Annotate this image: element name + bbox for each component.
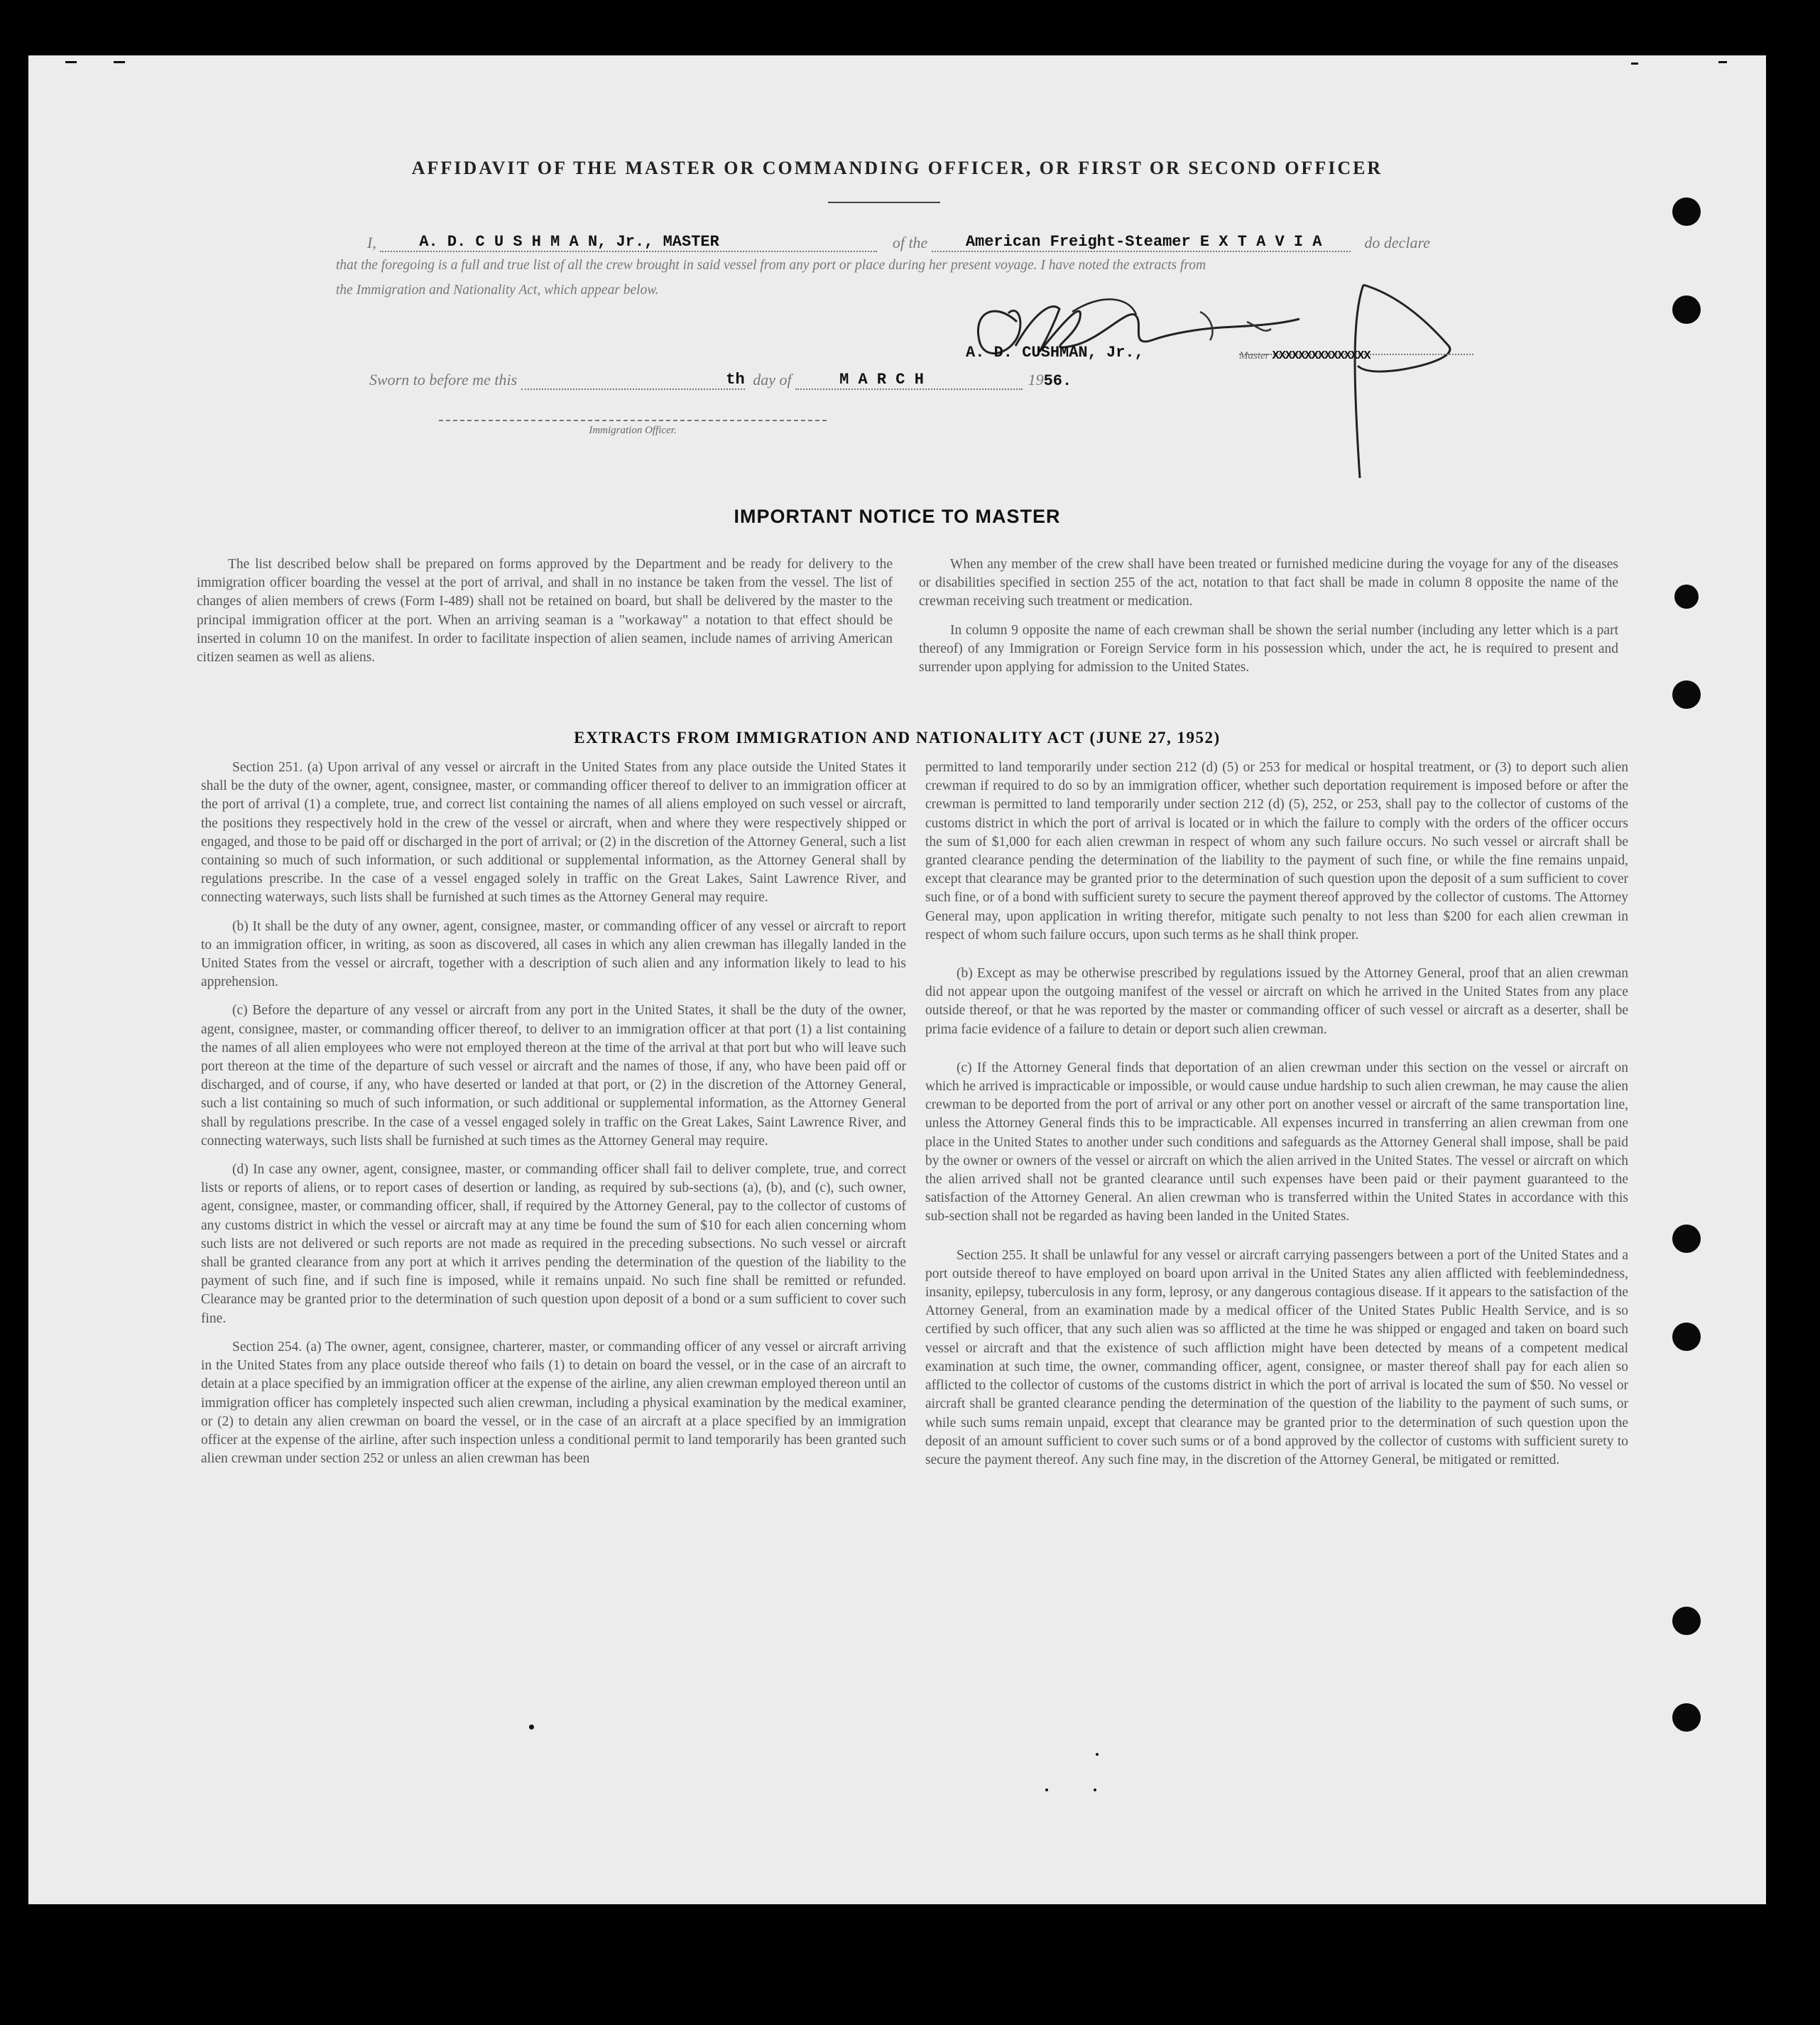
binder-hole-2	[1672, 295, 1701, 324]
binder-hole-7	[1672, 1607, 1701, 1635]
year-prefix: 19	[1028, 371, 1044, 389]
notice-right-paragraph-2: In column 9 opposite the name of each crewman shall be shown the serial number (including any letter which is a part thereof) of any Immigration or Foreign Service form in his possession which, under the act, he is required to present and surrender upon applying for admission to the United States.	[919, 622, 1618, 675]
section-254-c: (c) If the Attorney General finds that deportation of an alien crewman under this section on the vessel or aircraft on which he arrived is impracticable or impossible, or would cause undue hardship to such alien crewman, he may cause the alien crewman to be deported from the port of arrival or any other port on another vessel or aircraft of the same transportation line, unless the Attorney General finds this to be impracticable. All expenses incurred in transferring an alien crewman from one place in the United States to another under such conditions and safeguards as the Attorney General shall impose, shall be paid by the owner or owners of the vessel or aircraft on which the alien arrived in the United States. The vessel or aircraft on which the alien arrived shall not be granted clearance until such expenses have been paid or their payment guaranteed to the satisfaction of the Attorney General. An alien crewman who is transferred within the United States in accordance with this sub-section shall not be regarded as having been landed in the United States.	[925, 1060, 1628, 1225]
of-the-label: of the	[892, 234, 928, 251]
master-name: A. D. C U S H M A N, Jr., MASTER	[419, 233, 719, 251]
section-251-b: (b) It shall be the duty of any owner, agent, consignee, master, or commanding officer of any vessel or aircraft to report to an immigration officer, in writing, as soon as discovered, all cases in which any alien crewman has illegally landed in the United States from the vessel or aircraft, together with a description of such alien and any information likely to lead to his apprehension.	[201, 918, 906, 990]
day-of-label: day of	[753, 371, 792, 389]
master-label-row	[1239, 349, 1371, 363]
notice-left-paragraph: The list described below shall be prepared on forms approved by the Department and be ready for delivery to the immigration officer boarding the vessel at the port of arrival, and shall in no instance be taken from the vessel. The list of changes of alien members of crews (Form I-489) shall not be retained on board, but shall be delivered by the master to the principal immigration officer at the port. When an arriving seaman is a "workaway" a notation to that effect should be inserted in column 10 on the manifest. In order to facilitate inspection of alien seamen, include names of arriving American citizen seamen as well as aliens.	[197, 557, 893, 666]
declaration-line-1	[367, 232, 1468, 252]
sworn-label: Sworn to before me this	[369, 371, 518, 389]
vessel-field	[932, 232, 1351, 252]
speck	[529, 1725, 534, 1730]
binder-hole-8	[1672, 1703, 1701, 1732]
section-255: Section 255. It shall be unlawful for any vessel or aircraft carrying passengers between a port of the United States and a port outside thereof to have employed on board upon arrival in the United States any alien afflicted with feeblemindedness, insanity, epilepsy, tuberculosis in any form, leprosy, or any dangerous contagious disease. If it appears to the satisfaction of the Attorney General, from an examination made by a medical officer of the United States Public Health Service, and is so certified by such officer, that any such alien was so afflicted at the time he was shipped or engaged and taken on board such vessel or aircraft and that the existence of such affliction might have been detected by means of a competent medical examination at such time, the owner, commanding officer, agent, consignee, or master thereof shall pay for each alien so afflicted to the collector of customs of the customs district in which the port of arrival is located the sum of $50. No vessel or aircraft shall be granted clearance pending the determination of the question of the liability to the payment of such sums, or while such sums remain unpaid, except that clearance may be granted prior to the determination of such question upon the deposit of an amount sufficient to cover such sums or of a bond approved by the collector of customs with sufficient surety to secure the payment thereof. Any such fine may, in the discretion of the Attorney General, be mitigated or remitted.	[925, 1247, 1628, 1467]
year-value: 56.	[1043, 372, 1072, 390]
section-254-b: (b) Except as may be otherwise prescribed by regulations issued by the Attorney General, proof that an alien crewman did not appear upon the outgoing manifest of the vessel or aircraft on which he arrived in the United States from any place outside thereof, or that he was reported by the master or commanding officer of such vessel or aircraft as a deserter, shall be prima facie evidence of a failure to detain or deport such alien crewman.	[925, 966, 1628, 1037]
declaration-text-end: the Immigration and Nationality Act, which appear below.	[336, 283, 659, 298]
section-251-d: (d) In case any owner, agent, consignee, master, or commanding officer shall fail to deliver complete, true, and correct lists or reports of aliens, or to report cases of desertion or landing, as required by sub-sections (a), (b), and (c), such owner, agent, consignee, master, or commanding officer, shall, if required by the Attorney General, pay to the collector of customs of any customs district in which the vessel or aircraft may at any time be found the sum of $10 for each alien concerning whom such lists are not delivered or such reports are not made as required in the preceding subsections. No such vessel or aircraft shall be granted clearance from any port at which it arrives pending the determination of the question of the liability to the payment of such fine, and if such fine is imposed, while it remains unpaid. No such fine shall be remitted or refunded. Clearance may be granted prior to the determination of such question upon deposit of a bond or a sum sufficient to cover such fine.	[201, 1162, 906, 1326]
extracts-left-column	[201, 759, 906, 1478]
edge-mark	[1631, 63, 1638, 65]
sworn-line	[369, 369, 1221, 390]
extracts-right-column	[925, 759, 1628, 1480]
extracts-title: EXTRACTS FROM IMMIGRATION AND NATIONALITY ACT (JUNE 27, 1952)	[574, 729, 1221, 747]
speck	[1094, 1788, 1096, 1791]
section-254-a: Section 254. (a) The owner, agent, consignee, charterer, master, or commanding officer of any vessel or aircraft arriving in the United States from any place outside thereof who fails (1) to detain on board the vessel, or in the case of an aircraft to detain at a place specified by an immigration officer at the expense of the airline, any alien crewman employed thereon until an immigration officer has completely inspected such alien crewman, including a physical examination by the medical examiner, or (2) to detain any alien crewman on board the vessel, or in the case of an aircraft at a place specified by an immigration officer at the expense of the airline, after such inspection unless a conditional permit to land temporarily has been granted such alien crewman under section 252 or unless an alien crewman has been	[201, 1339, 906, 1467]
binder-hole-5	[1672, 1225, 1701, 1253]
officer-signature-line	[439, 420, 827, 421]
master-label: Master	[1239, 350, 1270, 362]
title-rule	[828, 202, 940, 203]
speck	[1045, 1788, 1048, 1791]
declaration-line-3	[336, 283, 659, 298]
edge-mark	[65, 61, 77, 63]
officer-caption: Immigration Officer.	[589, 425, 677, 436]
notice-left-column	[197, 555, 893, 677]
affidavit-title: AFFIDAVIT OF THE MASTER OR COMMANDING OFFICER, OR FIRST OR SECOND OFFICER	[411, 158, 1383, 178]
edge-mark	[114, 61, 125, 63]
sworn-day-field	[521, 369, 745, 390]
speck	[1096, 1753, 1099, 1756]
section-251-a: Section 251. (a) Upon arrival of any vessel or aircraft in the United States from any place outside the United States it shall be the duty of the owner, agent, consignee, master, or commanding officer thereof to deliver to an immigration officer at the port of arrival (1) a complete, true, and correct list containing the names of all aliens employed on such vessel or aircraft, the positions they respectively hold in the crew of the vessel or aircraft, when and where they were respectively shipped or engaged, and those to be paid off or discharged in the port of arrival; or (2) in the discretion of the Attorney General, such a list containing so much of such information, or such additional or supplemental information, as the Attorney General shall by regulations prescribe. In the case of a vessel engaged solely in traffic on the Great Lakes, Saint Lawrence River, and connecting waterways, such lists shall be furnished at such times as the Attorney General may require.	[201, 760, 906, 906]
edge-mark	[1718, 61, 1727, 63]
master-name-field	[380, 232, 877, 252]
notice-title: IMPORTANT NOTICE TO MASTER	[734, 506, 1061, 527]
do-declare-label: do declare	[1364, 234, 1430, 251]
master-struck: XXXXXXXXXXXXXXX	[1272, 349, 1371, 363]
binder-hole-4	[1672, 680, 1701, 709]
month-field	[795, 369, 1023, 390]
declaration-text: that the foregoing is a full and true list of all the crew brought in said vessel from any port or place during her present voyage. I have noted the extracts from	[336, 258, 1206, 273]
month-value: M A R C H	[839, 371, 924, 389]
section-251-c: (c) Before the departure of any vessel or aircraft from any port in the United States, it shall be the duty of the owner, agent, consignee, master, or commanding officer thereof, to deliver to an immigration officer at that port (1) a list containing the names of all alien employees who were not employed thereon at the time of the arrival at that port but who will leave such port thereon at the time of the departure of such vessel or aircraft and the names of those, if any, who have been paid off or discharged, and of course, if any, who have deserted or landed at that port, or (2) in the discretion of the Attorney General, such a list containing so much of such information, or such additional or supplemental information, as the Attorney General shall by regulations prescribe. In the case of a vessel engaged solely in traffic on the Great Lakes, Saint Lawrence River, and connecting waterways, such lists shall be furnished at such times as the Attorney General may require.	[201, 1003, 906, 1149]
day-suffix: th	[726, 371, 745, 389]
notice-right-column	[919, 555, 1618, 687]
notice-right-paragraph-1: When any member of the crew shall have been treated or furnished medicine during the voyage for any of the diseases or disabilities specified in section 255 of the act, notation to that fact shall be made in column 8 opposite the name of the crewman receiving such treatment or medication.	[919, 557, 1618, 609]
typed-signature: A. D. CUSHMAN, Jr.,	[966, 344, 1144, 362]
section-254-a-continued: permitted to land temporarily under section 212 (d) (5) or 253 for medical or hospital treatment, or (3) to deport such alien crewman if required to do so by an immigration officer, whether such deportation requirement is imposed before or after the crewman is permitted to land temporarily under section 212 (d) (5), 252, or 253, shall pay to the collector of customs of the customs district in which the port of arrival is located or in which the failure to comply with the orders of the officer occurs the sum of $1,000 for each alien crewman in respect of whom any such failure occurs. No such vessel or aircraft shall be granted clearance pending the determination of the liability to the payment of such fine, or while the fine remains unpaid, except that clearance may be granted prior to the determination of such question upon the deposit of a sum sufficient to cover such fine, or of a bond with sufficient surety to secure the payment thereof approved by the collector of customs. The Attorney General may, upon application in writing therefor, mitigate such penalty to not less than $200 for each alien crewman in respect of whom such failure occurs, upon such terms as he shall think proper.	[925, 760, 1628, 943]
document-page	[28, 55, 1766, 1904]
i-label: I,	[367, 234, 376, 251]
binder-hole-3	[1674, 585, 1699, 609]
binder-hole-1	[1672, 197, 1701, 226]
binder-hole-6	[1672, 1323, 1701, 1351]
declaration-line-2	[336, 258, 1472, 273]
vessel-name: American Freight-Steamer E X T A V I A	[965, 233, 1322, 251]
